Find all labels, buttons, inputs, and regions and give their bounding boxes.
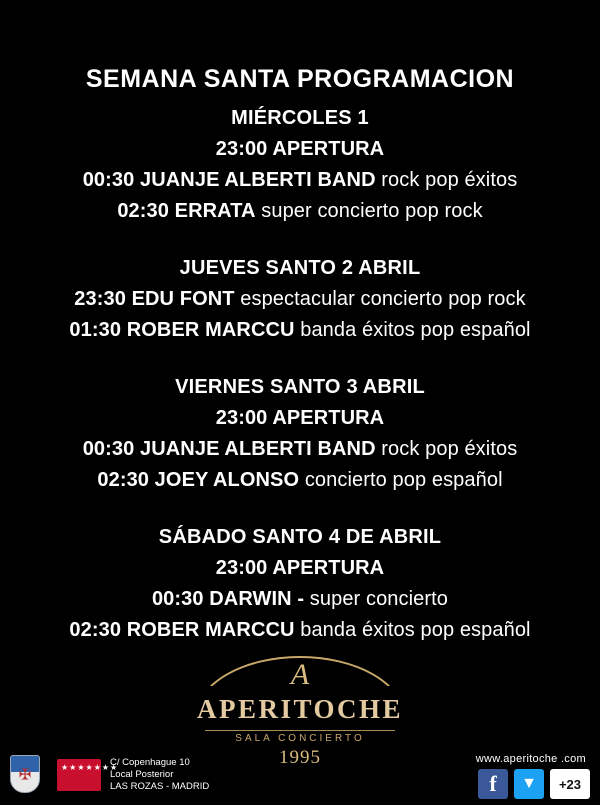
event-detail: espectacular concierto pop rock [234, 288, 526, 311]
event-title: 23:00 APERTURA [215, 557, 385, 580]
logo-name: APERITOCHE [196, 694, 404, 724]
event-line [0, 284, 600, 315]
event-line [0, 165, 600, 196]
madrid-flag-icon [57, 759, 119, 791]
logo-subtitle: SALA CONCIERTO [235, 733, 365, 744]
madrid-stars-glyph: ★★★★★★★ [61, 763, 119, 772]
more-social-button[interactable]: +23 [550, 769, 590, 799]
website-url[interactable]: www.aperitoche .com [475, 753, 586, 765]
event-title: 01:30 ROBER MARCCU [69, 319, 295, 342]
event-line [0, 553, 600, 584]
event-title: 02:30 ERRATA [117, 200, 256, 223]
social-links [478, 769, 590, 799]
section-spacer [0, 346, 600, 372]
event-line [0, 615, 600, 646]
day-block [0, 103, 600, 227]
event-title: 02:30 JOEY ALONSO [97, 469, 300, 492]
footer [0, 743, 600, 805]
logo-year: 1995 [279, 747, 321, 768]
event-title: 00:30 DARWIN - [151, 588, 310, 611]
day-heading: VIERNES SANTO 3 ABRIL [175, 376, 425, 399]
day-block [0, 253, 600, 346]
day-heading: MIÉRCOLES 1 [231, 107, 369, 130]
event-detail: rock pop éxitos [375, 438, 518, 461]
event-detail: banda éxitos pop español [294, 319, 531, 342]
facebook-icon[interactable]: f [478, 769, 508, 799]
logo-divider [205, 730, 395, 731]
event-line [0, 196, 600, 227]
event-detail: rock pop éxitos [375, 169, 518, 192]
event-line [0, 465, 600, 496]
event-detail: super concierto [309, 588, 449, 611]
event-title: 00:30 JUANJE ALBERTI BAND [82, 438, 376, 461]
town-crest-icon [10, 755, 40, 793]
day-heading: JUEVES SANTO 2 ABRIL [179, 257, 421, 280]
event-title: 23:30 EDU FONT [74, 288, 235, 311]
event-title: 02:30 ROBER MARCCU [69, 619, 295, 642]
event-line [0, 403, 600, 434]
venue-address [110, 757, 209, 793]
day-heading: SÁBADO SANTO 4 DE ABRIL [158, 526, 442, 549]
event-detail: super concierto pop rock [255, 200, 483, 223]
day-block [0, 522, 600, 646]
address-line-1: C/ Copenhague 10 [110, 757, 190, 768]
day-block [0, 372, 600, 496]
section-spacer [0, 496, 600, 522]
event-title: 23:00 APERTURA [215, 138, 385, 161]
section-spacer [0, 227, 600, 253]
event-line [0, 434, 600, 465]
event-title: 23:00 APERTURA [215, 407, 385, 430]
event-line [0, 134, 600, 165]
event-line [0, 315, 600, 346]
event-detail: concierto pop español [299, 469, 503, 492]
address-line-2: Local Posterior [110, 769, 174, 780]
event-detail: banda éxitos pop español [294, 619, 531, 642]
page-title: SEMANA SANTA PROGRAMACION [85, 65, 515, 93]
event-line [0, 584, 600, 615]
address-line-3: LAS ROZAS - MADRID [110, 781, 210, 792]
event-title: 00:30 JUANJE ALBERTI BAND [82, 169, 376, 192]
twitter-icon[interactable]: ▼ [514, 769, 544, 799]
crest-cross-glyph: ✠ [18, 766, 32, 784]
logo-monogram: A [290, 658, 310, 691]
